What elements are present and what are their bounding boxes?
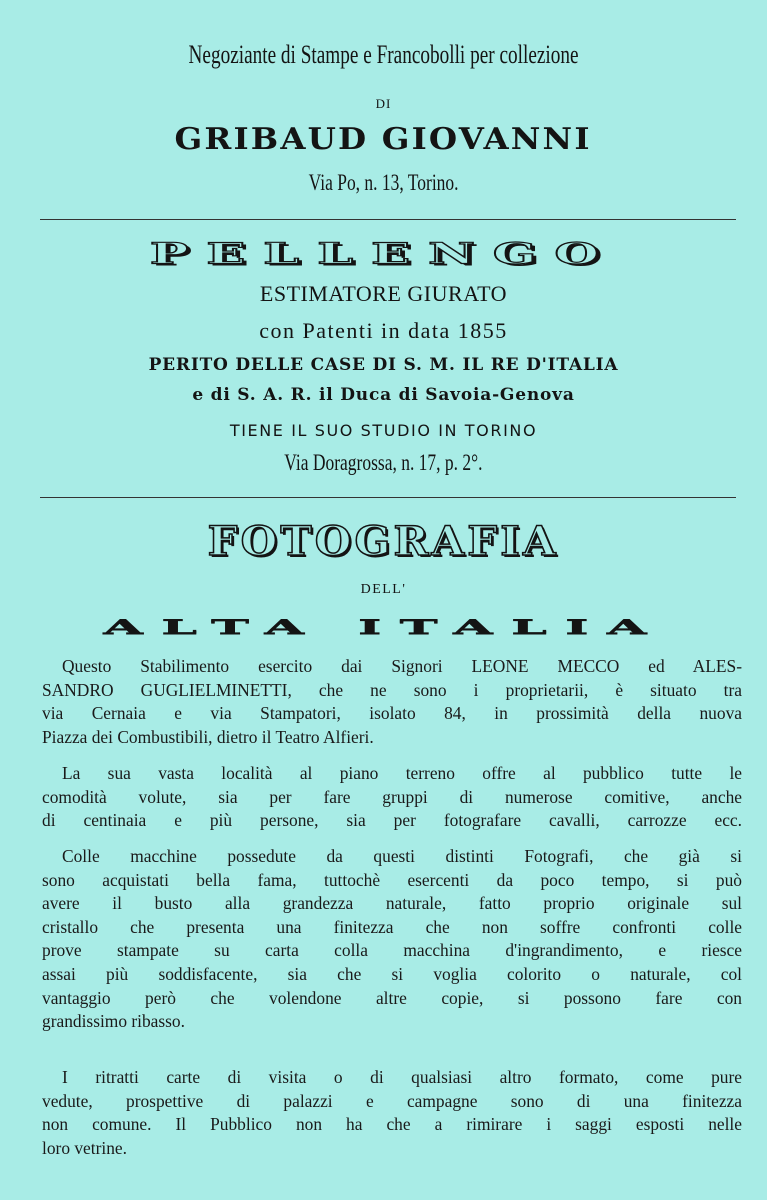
text-line: assai più soddisfacente, sia che si voglia colorito o naturale, col	[42, 963, 742, 984]
gribaud-name: GRIBAUD GIOVANNI	[174, 122, 593, 157]
text-line: vantaggio però che volendone altre copie, si possono fare con	[42, 987, 742, 1008]
text-line: grandissimo ribasso.	[42, 1011, 185, 1032]
text-line: Questo Stabilimento esercito dai Signori LEONE MECCO ed ALES-	[62, 656, 742, 676]
fotografia-dell: DELL'	[360, 582, 407, 597]
text-line: loro vetrine.	[42, 1137, 127, 1158]
gribaud-di: DI	[375, 96, 392, 111]
text-line: SANDRO GUGLIELMINETTI, che ne sono i proprietarii, è situato tra	[42, 679, 742, 700]
text-line: cristallo che presenta una finitezza che non soffre confronti colle	[42, 916, 742, 937]
text-line: I ritratti carte di visita o di qualsiasi altro formato, come pure	[62, 1067, 742, 1087]
pellengo-studio: TIENE IL SUO STUDIO IN TORINO	[229, 421, 538, 440]
text-line: vedute, prospettive di palazzi e campagne sono di una finitezza	[42, 1090, 742, 1111]
paragraph-1	[42, 655, 742, 749]
divider-1	[40, 219, 736, 220]
paragraph-3	[42, 845, 742, 1034]
pellengo-patent: con Patenti in data 1855	[259, 318, 508, 343]
text-line: La sua vasta località al piano terreno offre al pubblico tutte le	[62, 763, 742, 783]
text-line: prove stampate su carta colla macchina d'ingrandimento, e riesce	[42, 940, 742, 961]
pellengo-perito: PERITO DELLE CASE DI S. M. IL RE D'ITALIA	[148, 355, 619, 375]
text-line: di centinaia e più persone, sia per fotografare cavalli, carrozze ecc.	[42, 810, 742, 831]
text-line: non comune. Il Pubblico non ha che a rimirare i saggi esposti nelle	[42, 1114, 742, 1135]
paragraph-4	[42, 1066, 742, 1160]
gribaud-heading: Negoziante di Stampe e Francobolli per collezione	[188, 40, 579, 69]
text-line: sono acquistati bella fama, tuttochè esercenti da poco tempo, si può	[42, 869, 742, 890]
fotografia-subtitle: ALTA ITALIA	[102, 615, 665, 639]
pellengo-role: ESTIMATORE GIURATO	[259, 281, 508, 306]
pellengo-duca: e di S. A. R. il Duca di Savoia-Genova	[192, 385, 575, 405]
text-line: avere il busto alla grandezza naturale, fatto proprio originale sul	[42, 893, 742, 914]
text-line: Colle macchine possedute da questi distinti Fotografi, che già si	[62, 846, 742, 866]
text-line: via Cernaia e via Stampatori, isolato 84, in prossimità della nuova	[42, 703, 742, 724]
divider-2	[40, 497, 736, 498]
pellengo-address: Via Doragrossa, n. 17, p. 2°.	[284, 450, 483, 475]
text-line: comodità volute, sia per fare gruppi di numerose comitive, anche	[42, 786, 742, 807]
text-line: Piazza dei Combustibili, dietro il Teatro Alfieri.	[42, 726, 374, 747]
paragraph-2	[42, 762, 742, 833]
fotografia-title: FOTOGRAFIA	[207, 518, 560, 565]
pellengo-name: PELLENGO	[149, 236, 618, 271]
gribaud-address: Via Po, n. 13, Torino.	[308, 170, 459, 195]
